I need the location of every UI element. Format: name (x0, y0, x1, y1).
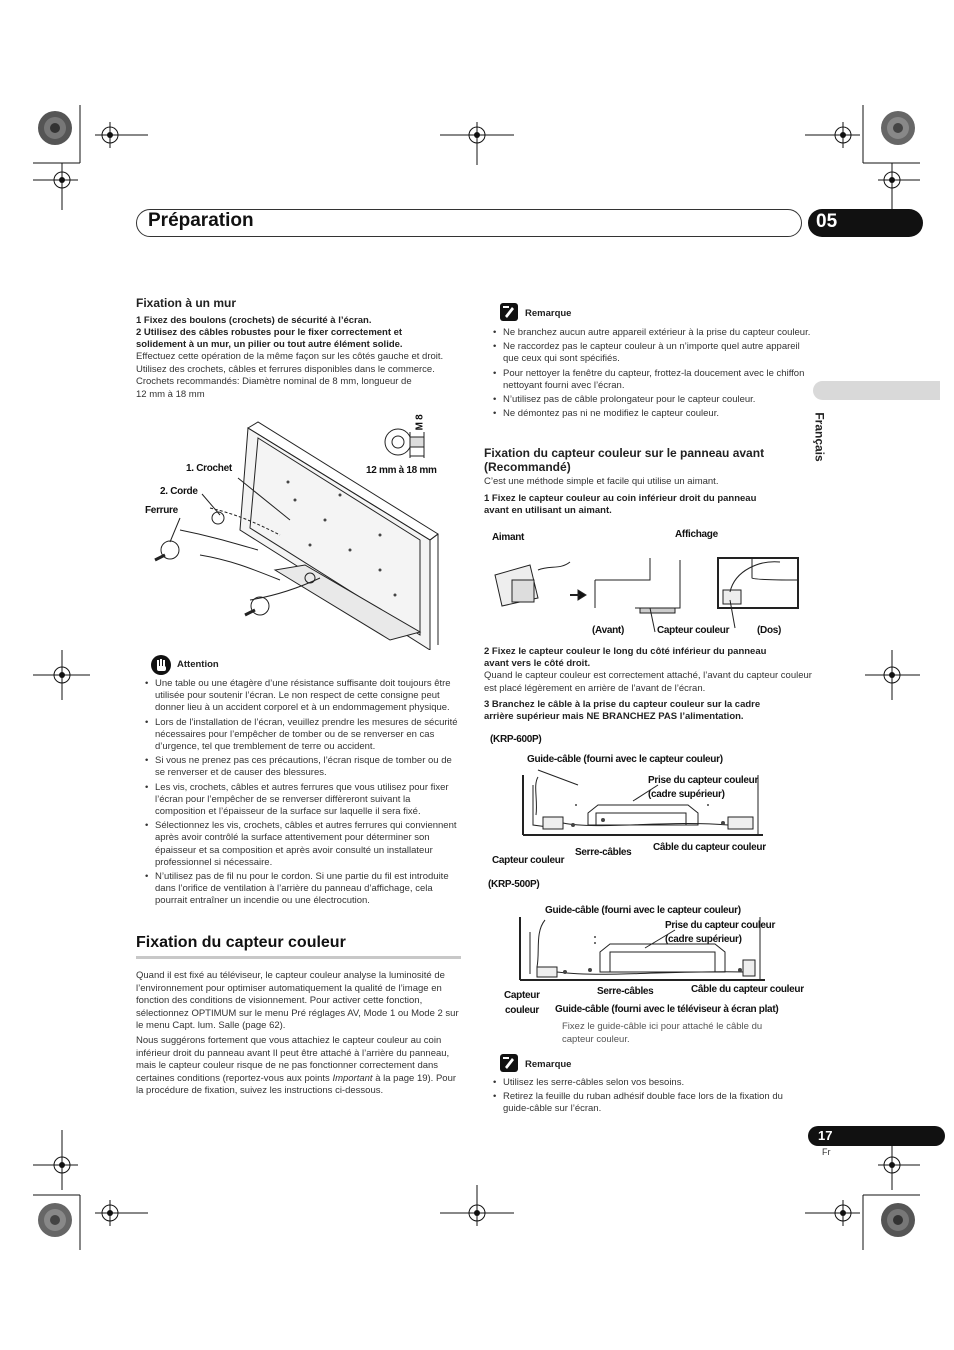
note2-title: Remarque (525, 1059, 572, 1070)
attention-title: Attention (177, 659, 219, 670)
attention-icon (150, 654, 172, 676)
list-item: • Utilisez les serre-câbles selon vos besoins. (493, 1077, 811, 1089)
krp600-illustration (518, 765, 768, 845)
chapter-badge (808, 209, 923, 237)
wall-section (136, 296, 466, 401)
label-length: 12 mm à 18 mm (366, 465, 437, 476)
wall-step-1: 1 Fixez des boulons (crochets) de sécurité à l’écran. (136, 315, 372, 326)
list-item: • Ne branchez aucun autre appareil extérieur à la prise du capteur couleur. (493, 327, 811, 339)
krp500-guide-tv: Guide-câble (fourni avec le téléviseur à écran plat) (555, 1004, 779, 1015)
krp500-caption: Fixez le guide-câble ici pour attaché le câble du capteur couleur. (562, 1021, 763, 1045)
list-item: • Pour nettoyer la fenêtre du capteur, frottez-la doucement avec le chiffon nettoyant fourni avec l’écran. (493, 368, 811, 392)
note1-list (493, 327, 811, 422)
note-icon (500, 1054, 518, 1072)
list-item: • Sélectionnez les vis, crochets, câbles et autres ferrures qui conviennent après avoir contrôlé la surface attentivement pour déterminer son épaisseur et sa composition et après avoir consulté un installateur professionnel si nécessaire. (145, 820, 463, 869)
krp500-guide: Guide-câble (fourni avec le capteur couleur) (545, 905, 741, 916)
label-ferrure: Ferrure (145, 505, 178, 516)
krp600-prise-2: (cadre supérieur) (648, 789, 725, 800)
note-icon (500, 303, 518, 321)
language-tab (813, 381, 940, 400)
wall-body-line: Crochets recommandés: Diamètre nominal de 8 mm, longueur de (136, 376, 412, 387)
wall-body-line: 12 mm à 18 mm (136, 388, 205, 400)
steps-2-3 (484, 646, 814, 723)
wall-step-2-line2: solidement à un mur, un pilier ou tout autre élément solide. (136, 339, 403, 350)
note1-title: Remarque (525, 308, 572, 319)
krp600-cable: Câble du capteur couleur (653, 842, 766, 853)
color-sensor-para-2: Nous suggérons fortement que vous attachiez le capteur couleur au coin inférieur droit du panneau avant Il peut être attaché à l’arrière du panneau, mais le capteur couleur risque de ne pas fonctionner correctement dans certaines conditions (reportez-vous aux points Important à la page 19). Pour la procédure de fixation, suivez les instructions ci-dessous. (136, 1035, 457, 1096)
krp500-model: (KRP-500P) (488, 879, 540, 890)
front-step-3-line1: 3 Branchez le câble à la prise du capteur couleur sur la cadre (484, 699, 761, 710)
krp500-capteur-2: couleur (505, 1005, 540, 1016)
page-title: Préparation (148, 210, 254, 231)
color-sensor-heading: Fixation du capteur couleur (136, 934, 346, 951)
front-intro: C’est une méthode simple et facile qui utilise un aimant. (484, 476, 719, 487)
krp500-cable: Câble du capteur couleur (691, 984, 804, 995)
wall-mount-illustration (140, 410, 465, 650)
krp500-prise-2: (cadre supérieur) (665, 934, 742, 945)
wall-step-2-line1: 2 Utilisez des câbles robustes pour le fixer correctement et (136, 327, 403, 338)
language-label: Français (812, 412, 827, 462)
wall-heading: Fixation à un mur (136, 296, 237, 310)
label-dos: (Dos) (757, 625, 782, 636)
heading-rule (136, 956, 461, 959)
front-step-1-line2: avant en utilisant un aimant. (484, 504, 612, 516)
color-sensor-para-1: Quand il est fixé au téléviseur, le capteur couleur analyse la luminosité de l’environnement pour optimiser automatiquement la qualité de l’image en fonction des conditions de visionnement. Pour activer cette fonction, sélectionnez OPTIMUM sur le menu Pré réglages AV, Mode 1 ou Mode 2 sur le menu Capt. lum. Salle (page 62). (136, 970, 459, 1031)
krp600-model: (KRP-600P) (490, 734, 542, 745)
list-item: • Ne raccordez pas le capteur couleur à un n’importe quel autre appareil que ceux qui sont spécifiés. (493, 341, 811, 365)
front-heading-line2: (Recommandé) (484, 460, 571, 474)
label-corde: 2. Corde (160, 486, 198, 497)
front-step-2-line2: avant vers le côté droit. (484, 658, 591, 669)
chapter-number: 05 (816, 211, 838, 232)
krp500-capteur-1: Capteur (504, 990, 540, 1001)
krp500-illustration (515, 912, 770, 984)
label-crochet: 1. Crochet (186, 463, 232, 474)
front-step-2-line1: 2 Fixez le capteur couleur le long du côté inférieur du panneau (484, 646, 767, 657)
wall-body-line: Utilisez des crochets, câbles et ferrures disponibles dans le commerce. (136, 363, 435, 375)
krp600-guide: Guide-câble (fourni avec le capteur couleur) (527, 754, 723, 765)
note2-list (493, 1077, 811, 1118)
front-heading-line1: Fixation du capteur couleur sur le panneau avant (484, 446, 765, 460)
page-number: 17 (818, 1128, 833, 1143)
list-item: • Les vis, crochets, câbles et autres ferrures que vous utilisez pour fixer l’écran pour l’empêcher de se renverser diffèreront suivant la composition et l’épaisseur de la surface sur laquelle il sera fixé. (145, 782, 463, 819)
front-section (484, 446, 814, 517)
krp500-serre: Serre-câbles (597, 986, 654, 997)
page-language: Fr (822, 1147, 831, 1157)
krp600-capteur: Capteur couleur (492, 855, 565, 866)
attention-list (145, 678, 463, 910)
list-item: • Lors de l’installation de l’écran, veuillez prendre les mesures de sécurité nécessaires pour l’empêcher de tomber ou de se renverser en cas d’urgence, tel que tremblement de terre ou accident. (145, 717, 463, 754)
front-step-1-line1: 1 Fixez le capteur couleur au coin inférieur droit du panneau (484, 492, 757, 504)
krp600-prise-1: Prise du capteur couleur (648, 775, 759, 786)
front-step-3-line2: arrière supérieur mais NE BRANCHEZ PAS l’alimentation. (484, 711, 744, 722)
list-item: • Une table ou une étagère d’une résistance suffisante doit toujours être utilisée pour soutenir l’écran. Le non respect de cette consigne peut donner lieu à un accident corporel et à un endommagement physique. (145, 678, 463, 715)
list-item: • Ne démontez pas ni ne modifiez le capteur couleur. (493, 408, 811, 420)
krp500-prise-1: Prise du capteur couleur (665, 920, 776, 931)
label-aimant: Aimant (492, 532, 525, 543)
list-item: • N’utilisez pas de fil nu pour le cordon. Si une partie du fil est introduite dans l’orifice de ventilation à l’arrière du panneau d’affichage, cela pourrait entraîner un incendie ou une électrocution. (145, 871, 463, 908)
label-capteur: Capteur couleur (657, 625, 730, 636)
wall-body-line: Effectuez cette opération de la même façon sur les côtés gauche et droit. (136, 351, 444, 362)
list-item: • Si vous ne prenez pas ces précautions, l’écran risque de tomber ou de se renverser et de causer des blessures. (145, 755, 463, 779)
krp600-serre: Serre-câbles (575, 847, 632, 858)
label-m8: M 8 (414, 414, 426, 431)
label-affichage: Affichage (675, 529, 718, 540)
label-avant: (Avant) (592, 625, 624, 636)
front-step-2-body: Quand le capteur couleur est correctement attaché, l’avant du capteur couleur est placé légèrement en arrière de l’avant de l’écran. (484, 670, 812, 694)
list-item: • N’utilisez pas de câble prolongateur pour le capteur couleur. (493, 394, 811, 406)
list-item: • Retirez la feuille du ruban adhésif double face lors de la fixation du guide-câble sur l’écran. (493, 1091, 811, 1115)
